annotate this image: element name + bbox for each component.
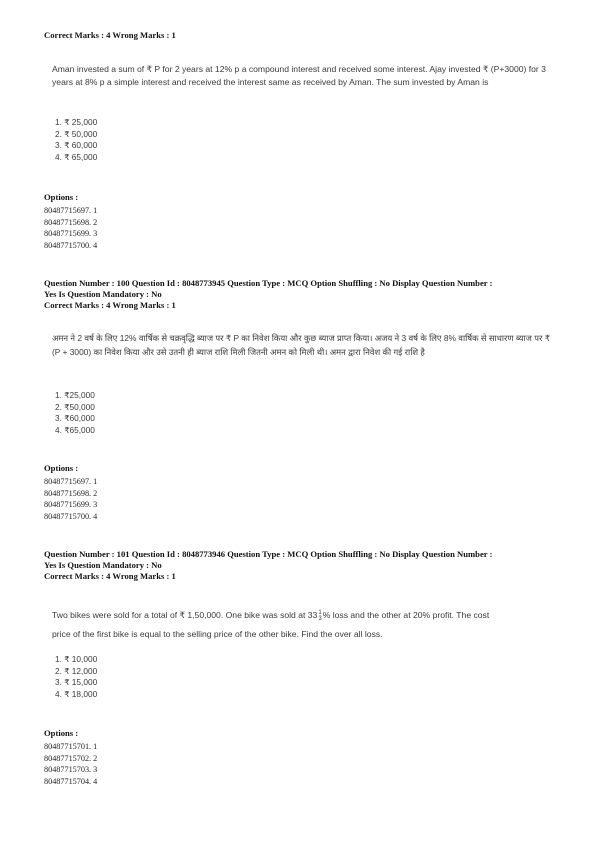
q101-header xyxy=(44,549,554,582)
fraction-numerator: 1 xyxy=(318,609,322,616)
q100-question-text: अमन ने 2 वर्ष के लिए 12% वार्षिक से चक्रवृद्धि ब्याज पर ₹ P का निवेश किया और कुछ ब्याज प्राप्त किया। अजय ने 3 वर्ष के लिए 8% वार्षिक से साधारण ब्याज पर ₹ (P + 3000) का निवेश किया और उसे उतनी ही ब्याज राशि मिली जितनी अमन को मिली थी। अमन द्वारा निवेश की गई राशि है xyxy=(52,333,551,357)
q100-header-line1: Question Number : 100 Question Id : 8048773945 Question Type : MCQ Option Shuffling : No Display Question Number : xyxy=(44,278,493,288)
q101-options-title: Options : xyxy=(44,728,79,738)
option-id: 80487715700. 4 xyxy=(44,240,98,250)
answer-choice: 2. ₹ 12,000 xyxy=(55,665,98,676)
q99-options-title: Options : xyxy=(44,192,79,202)
q101-text-part2: % loss and the other at 20% profit. The cost xyxy=(322,610,490,620)
q101-answer-list xyxy=(55,654,97,700)
q100-options-list xyxy=(44,476,97,522)
option-id: 80487715703. 3 xyxy=(44,765,98,774)
q100-options-title: Options : xyxy=(44,463,79,473)
q100-marks: Correct Marks : 4 Wrong Marks : 1 xyxy=(44,300,176,310)
answer-choice: 3. ₹ 60,000 xyxy=(55,140,98,150)
q100-header-line2: Yes Is Question Mandatory : No xyxy=(44,289,162,299)
answer-choice: 3. ₹ 15,000 xyxy=(55,677,98,687)
q101-marks: Correct Marks : 4 Wrong Marks : 1 xyxy=(44,571,176,581)
option-id: 80487715697. 1 xyxy=(44,477,98,486)
answer-choice: 2. ₹50,000 xyxy=(55,401,95,412)
q100-answer-list xyxy=(55,390,95,436)
option-id: 80487715701. 1 xyxy=(44,742,98,751)
option-id: 80487715704. 4 xyxy=(44,776,98,786)
answer-choice: 4. ₹ 18,000 xyxy=(55,688,98,699)
q101-header-line2: Yes Is Question Mandatory : No xyxy=(44,560,162,570)
option-id: 80487715698. 2 xyxy=(44,488,98,498)
answer-choice: 4. ₹65,000 xyxy=(55,424,95,435)
q101-question-text xyxy=(52,607,552,643)
q100-header xyxy=(44,278,554,311)
answer-choice: 1. ₹25,000 xyxy=(55,390,95,400)
q101-options-list xyxy=(44,741,97,787)
fraction-denominator: 3 xyxy=(318,615,322,622)
q101-header-line1: Question Number : 101 Question Id : 8048773946 Question Type : MCQ Option Shuffling : No Display Question Number : xyxy=(44,549,493,559)
option-id: 80487715702. 2 xyxy=(44,753,98,763)
option-id: 80487715699. 3 xyxy=(44,229,98,238)
q99-answer-list xyxy=(55,117,97,163)
answer-choice: 1. ₹ 10,000 xyxy=(55,654,98,664)
q99-question-text: Aman invested a sum of ₹ P for 2 years at 12% p a compound interest and received some interest. Ajay invested ₹ (P+3000) for 3 years at 8% p a simple interest and received the interest same as received by Aman. The sum invested by Aman is xyxy=(52,64,546,87)
answer-choice: 2. ₹ 50,000 xyxy=(55,128,98,139)
answer-choice: 4. ₹ 65,000 xyxy=(55,151,98,162)
option-id: 80487715699. 3 xyxy=(44,500,98,509)
mixed-number-whole: 33 xyxy=(307,610,318,620)
answer-choice: 3. ₹60,000 xyxy=(55,413,95,423)
q101-text-part1: Two bikes were sold for a total of ₹ 1,50,000. One bike was sold at xyxy=(52,610,308,620)
option-id: 80487715698. 2 xyxy=(44,217,98,227)
q99-marks: Correct Marks : 4 Wrong Marks : 1 xyxy=(44,30,176,40)
option-id: 80487715697. 1 xyxy=(44,206,98,215)
answer-choice: 1. ₹ 25,000 xyxy=(55,117,98,127)
q101-text-line2: price of the first bike is equal to the selling price of the other bike. Find the over all loss. xyxy=(52,629,383,639)
q99-options-list xyxy=(44,205,97,251)
option-id: 80487715700. 4 xyxy=(44,511,98,521)
fraction xyxy=(318,610,321,622)
